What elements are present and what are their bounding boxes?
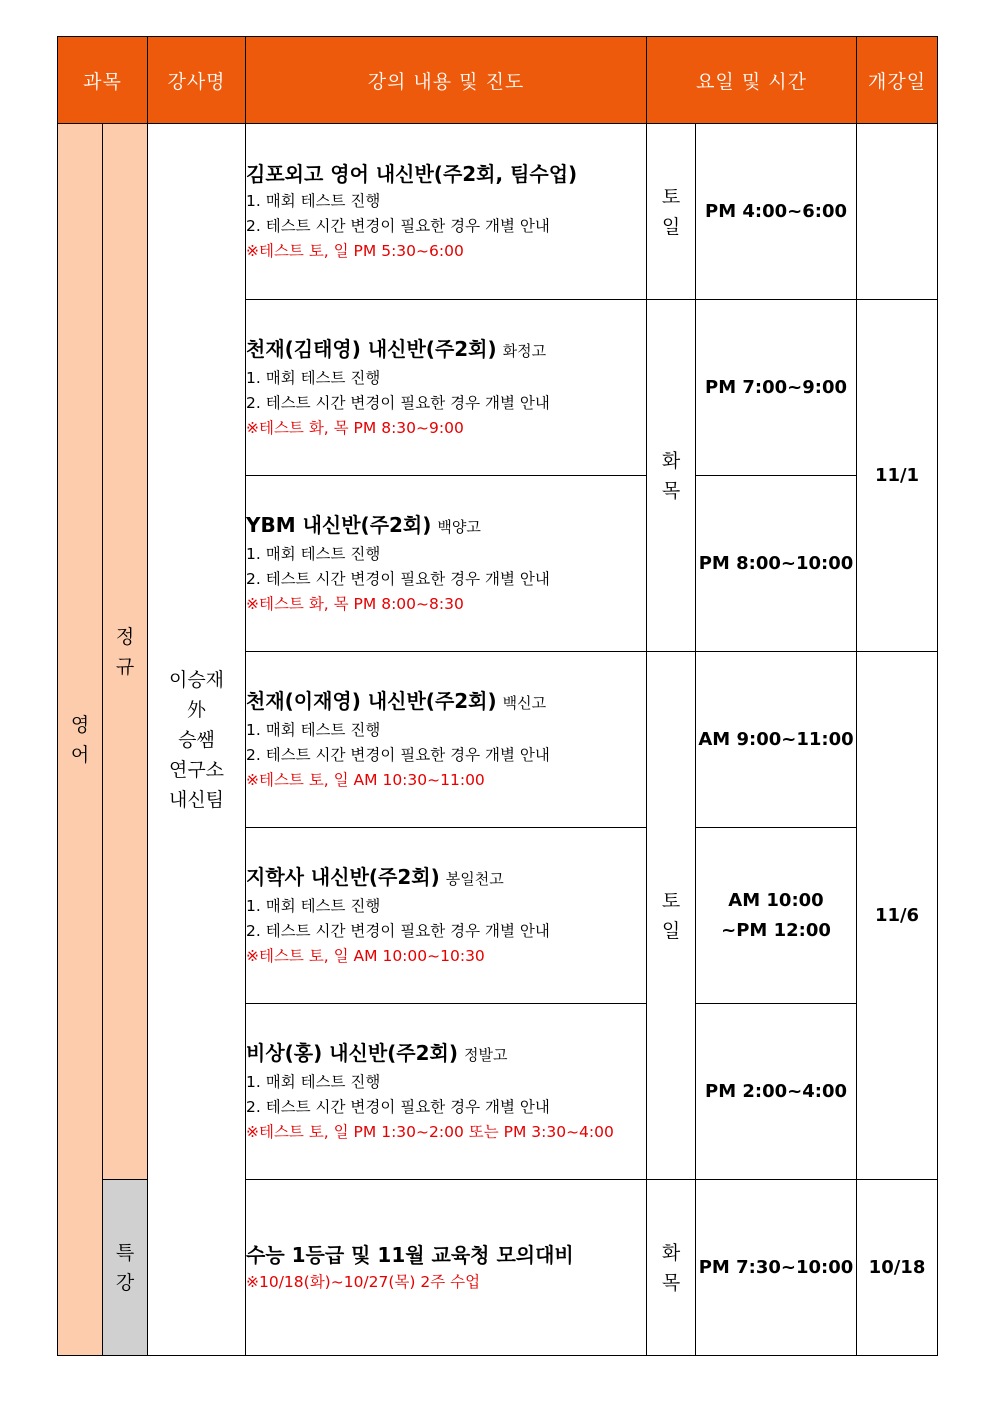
school-name: 백신고 — [502, 694, 547, 712]
course-content — [246, 124, 647, 300]
special-course-title: 수능 1등급 및 11월 교육청 모의대비 — [246, 1243, 574, 1267]
note-line-1: 1. 매회 테스트 진행 — [246, 545, 381, 563]
start-date-cell: 10/18 — [857, 1180, 938, 1356]
note-line-1: 1. 매회 테스트 진행 — [246, 192, 381, 210]
schedule-table — [57, 36, 938, 1356]
special-course-content — [246, 1180, 647, 1356]
note-line-2: 2. 테스트 시간 변경이 필요한 경우 개별 안내 — [246, 1098, 550, 1116]
header-instructor: 강사명 — [148, 37, 246, 124]
day-cell: 토 일 — [647, 124, 696, 300]
course-row — [58, 124, 938, 300]
note-line-1: 1. 매회 테스트 진행 — [246, 369, 381, 387]
school-name: 봉일천고 — [445, 870, 504, 888]
course-title: 김포외고 영어 내신반(주2회, 팀수업) — [246, 162, 578, 186]
time-cell: PM 2:00~4:00 — [696, 1004, 857, 1180]
subject-cell: 영 어 — [58, 124, 103, 1356]
course-content — [246, 828, 647, 1004]
start-date-cell: 11/1 — [857, 300, 938, 652]
course-title: 비상(홍) 내신반(주2회) 정발고 — [246, 1041, 508, 1065]
course-content — [246, 476, 647, 652]
course-title: 천재(김태영) 내신반(주2회) 화정고 — [246, 337, 547, 361]
course-title: 지학사 내신반(주2회) 봉일천고 — [246, 865, 504, 889]
test-note: ※테스트 토, 일 PM 1:30~2:00 또는 PM 3:30~4:00 — [246, 1123, 614, 1141]
note-line-1: 1. 매회 테스트 진행 — [246, 897, 381, 915]
course-title: 천재(이재영) 내신반(주2회) 백신고 — [246, 689, 547, 713]
day-cell: 화 목 — [647, 1180, 696, 1356]
note-line-1: 1. 매회 테스트 진행 — [246, 1073, 381, 1091]
header-day-time: 요일 및 시간 — [647, 37, 857, 124]
time-cell: AM 10:00 ~PM 12:00 — [696, 828, 857, 1004]
day-cell: 토 일 — [647, 652, 696, 1180]
start-date-cell-empty — [857, 124, 938, 300]
test-note: ※테스트 토, 일 AM 10:30~11:00 — [246, 771, 485, 789]
test-note: ※테스트 화, 목 PM 8:30~9:00 — [246, 419, 464, 437]
header-content: 강의 내용 및 진도 — [246, 37, 647, 124]
note-line-2: 2. 테스트 시간 변경이 필요한 경우 개별 안내 — [246, 394, 550, 412]
time-cell: PM 4:00~6:00 — [696, 124, 857, 300]
header-start-date: 개강일 — [857, 37, 938, 124]
time-cell: PM 7:00~9:00 — [696, 300, 857, 476]
course-content — [246, 1004, 647, 1180]
time-cell: PM 7:30~10:00 — [696, 1180, 857, 1356]
course-content — [246, 652, 647, 828]
note-line-2: 2. 테스트 시간 변경이 필요한 경우 개별 안내 — [246, 217, 550, 235]
course-title: YBM 내신반(주2회) 백양고 — [246, 513, 481, 537]
category-regular: 정 규 — [103, 124, 148, 1180]
day-cell: 화 목 — [647, 300, 696, 652]
course-content — [246, 300, 647, 476]
category-special: 특 강 — [103, 1180, 148, 1356]
header-row — [58, 37, 938, 124]
test-note: ※테스트 토, 일 PM 5:30~6:00 — [246, 242, 464, 260]
note-line-1: 1. 매회 테스트 진행 — [246, 721, 381, 739]
note-line-2: 2. 테스트 시간 변경이 필요한 경우 개별 안내 — [246, 570, 550, 588]
instructor-cell: 이승재 外 승쌤 연구소 내신팀 — [148, 124, 246, 1356]
special-course-note: ※10/18(화)~10/27(목) 2주 수업 — [246, 1273, 481, 1291]
time-cell: PM 8:00~10:00 — [696, 476, 857, 652]
note-line-2: 2. 테스트 시간 변경이 필요한 경우 개별 안내 — [246, 922, 550, 940]
note-line-2: 2. 테스트 시간 변경이 필요한 경우 개별 안내 — [246, 746, 550, 764]
time-cell: AM 9:00~11:00 — [696, 652, 857, 828]
school-name: 화정고 — [502, 342, 547, 360]
test-note: ※테스트 화, 목 PM 8:00~8:30 — [246, 595, 464, 613]
school-name: 백양고 — [437, 518, 481, 536]
test-note: ※테스트 토, 일 AM 10:00~10:30 — [246, 947, 485, 965]
start-date-cell: 11/6 — [857, 652, 938, 1180]
school-name: 정발고 — [464, 1046, 508, 1064]
header-subject: 과목 — [58, 37, 148, 124]
